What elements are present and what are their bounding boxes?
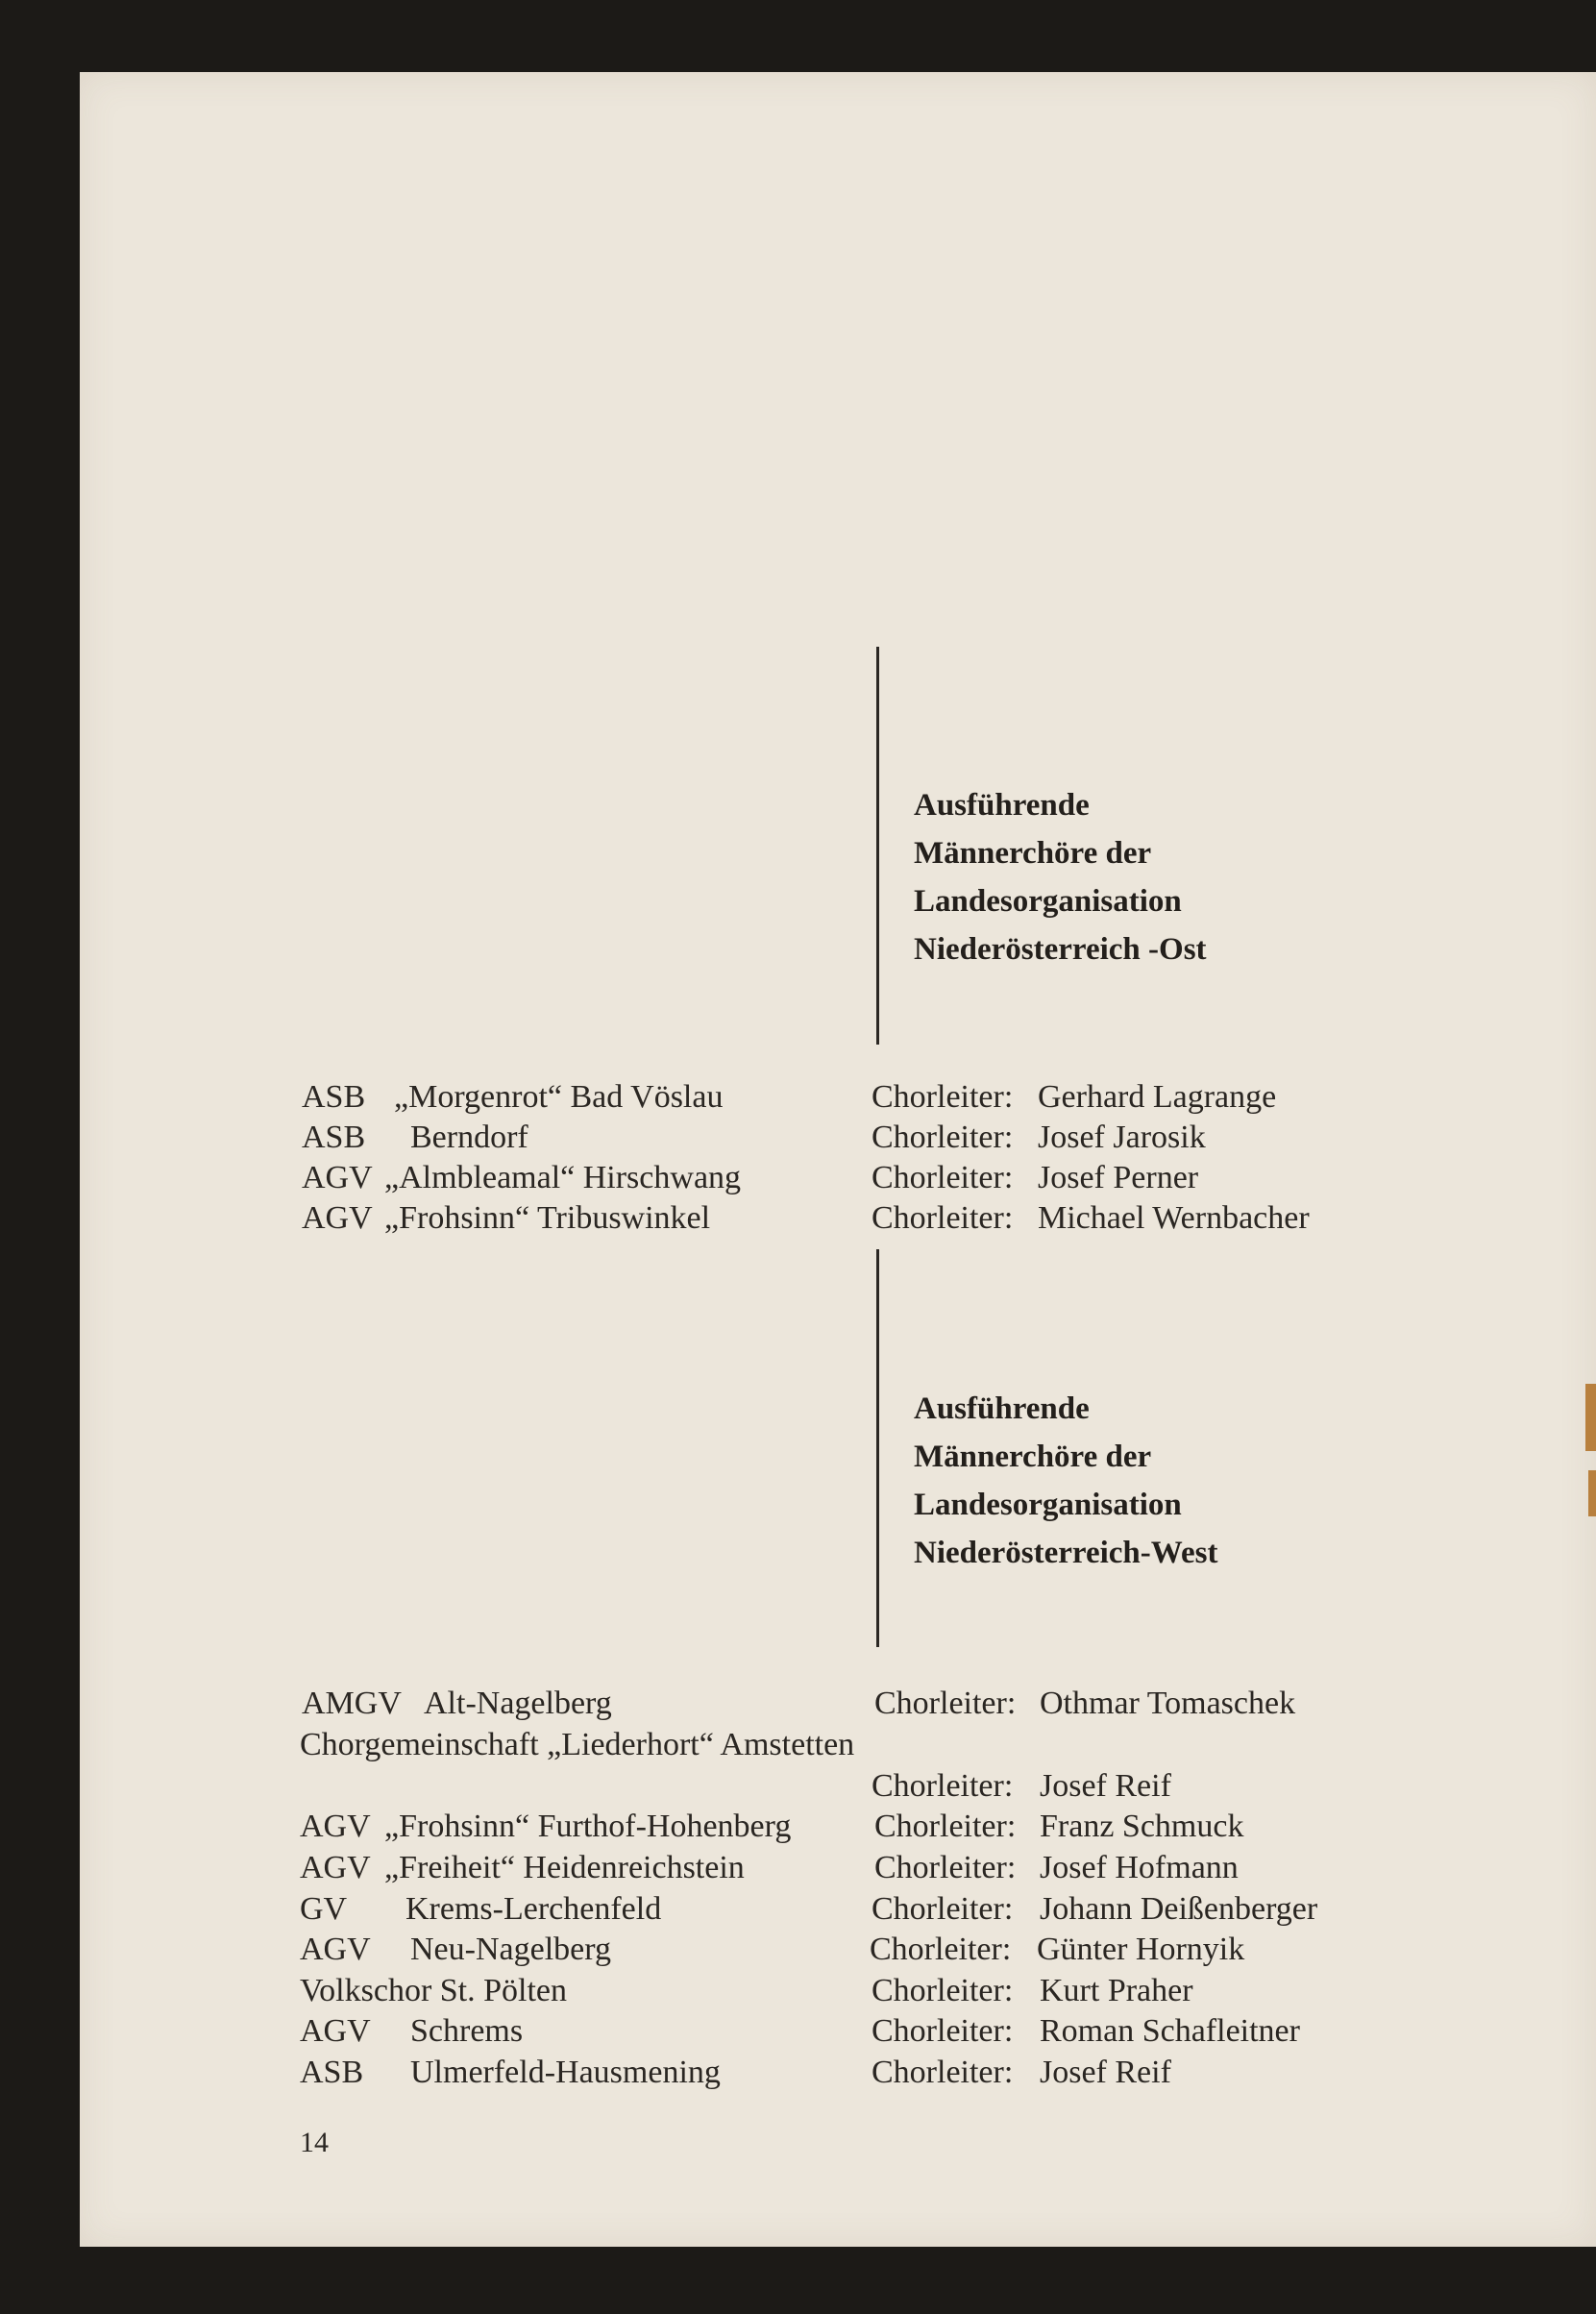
choir-abbr: ASB <box>302 1079 366 1115</box>
leader-name: Josef Reif <box>1040 2055 1171 2090</box>
choir-abbr: AGV <box>302 1200 373 1236</box>
choir-name: „Morgenrot“ Bad Vöslau <box>394 1079 724 1115</box>
choir-name: Chorgemeinschaft „Liederhort“ Amstetten <box>300 1727 855 1762</box>
choir-name: Berndorf <box>410 1120 528 1155</box>
choir-name: Alt-Nagelberg <box>424 1686 612 1721</box>
leader-name: Josef Perner <box>1038 1160 1199 1195</box>
leader-label: Chorleiter: <box>872 1973 1014 2008</box>
leader-name: Roman Schafleitner <box>1040 2013 1300 2049</box>
choir-abbr: AGV <box>300 2013 371 2049</box>
leader-label: Chorleiter: <box>872 2055 1014 2090</box>
leader-label: Chorleiter: <box>872 1120 1014 1155</box>
leader-name: Michael Wernbacher <box>1038 1200 1310 1236</box>
east-heading-line: Niederösterreich -Ost <box>914 932 1207 967</box>
leader-label: Chorleiter: <box>874 1686 1017 1721</box>
leader-label: Chorleiter: <box>872 1768 1014 1804</box>
choir-name: Volkschor St. Pölten <box>300 1973 568 2008</box>
choir-abbr: ASB <box>302 1120 366 1155</box>
leader-label: Chorleiter: <box>872 1079 1014 1115</box>
west-heading-line: Niederösterreich-West <box>914 1536 1218 1570</box>
leader-label: Chorleiter: <box>874 1850 1017 1885</box>
leader-name: Franz Schmuck <box>1040 1809 1244 1844</box>
east-heading-line: Landesorganisation <box>914 884 1182 919</box>
binding-edge-mark <box>1585 1384 1596 1451</box>
choir-name: „Frohsinn“ Tribuswinkel <box>384 1200 711 1236</box>
leader-label: Chorleiter: <box>872 2013 1014 2049</box>
choir-name: „Freiheit“ Heidenreichstein <box>384 1850 745 1885</box>
leader-label: Chorleiter: <box>870 1932 1012 1967</box>
choir-abbr: AGV <box>300 1809 371 1844</box>
leader-name: Josef Hofmann <box>1040 1850 1239 1885</box>
choir-name: Schrems <box>410 2013 524 2049</box>
choir-name: „Almbleamal“ Hirschwang <box>384 1160 742 1195</box>
east-heading <box>914 781 1207 973</box>
choir-abbr: AGV <box>302 1160 373 1195</box>
leader-name: Gerhard Lagrange <box>1038 1079 1277 1115</box>
leader-name: Josef Jarosik <box>1038 1120 1206 1155</box>
west-heading-line: Landesorganisation <box>914 1488 1182 1522</box>
east-heading-line: Männerchöre der <box>914 836 1152 871</box>
leader-name: Othmar Tomaschek <box>1040 1686 1296 1721</box>
east-heading-line: Ausführende <box>914 788 1090 823</box>
west-heading <box>914 1385 1217 1577</box>
choir-abbr: AGV <box>300 1932 371 1967</box>
leader-label: Chorleiter: <box>872 1160 1014 1195</box>
west-heading-line: Ausführende <box>914 1391 1090 1426</box>
choir-abbr: AMGV <box>302 1686 402 1721</box>
leader-name: Johann Deißenberger <box>1040 1891 1318 1927</box>
booklet-page <box>80 72 1596 2247</box>
choir-name: Neu-Nagelberg <box>410 1932 611 1967</box>
east-heading-rule <box>876 647 879 1045</box>
west-heading-rule <box>876 1249 879 1647</box>
leader-label: Chorleiter: <box>872 1200 1014 1236</box>
page-number: 14 <box>300 2127 329 2158</box>
choir-abbr: AGV <box>300 1850 371 1885</box>
choir-name: „Frohsinn“ Furthof-Hohenberg <box>384 1809 792 1844</box>
leader-name: Kurt Praher <box>1040 1973 1193 2008</box>
choir-name: Krems-Lerchenfeld <box>405 1891 662 1927</box>
choir-name: Ulmerfeld-Hausmening <box>410 2055 721 2090</box>
leader-name: Josef Reif <box>1040 1768 1171 1804</box>
leader-label: Chorleiter: <box>874 1809 1017 1844</box>
leader-name: Günter Hornyik <box>1037 1932 1245 1967</box>
west-heading-line: Männerchöre der <box>914 1440 1152 1474</box>
choir-abbr: ASB <box>300 2055 364 2090</box>
choir-abbr: GV <box>300 1891 348 1927</box>
binding-edge-mark <box>1588 1470 1596 1516</box>
leader-label: Chorleiter: <box>872 1891 1014 1927</box>
